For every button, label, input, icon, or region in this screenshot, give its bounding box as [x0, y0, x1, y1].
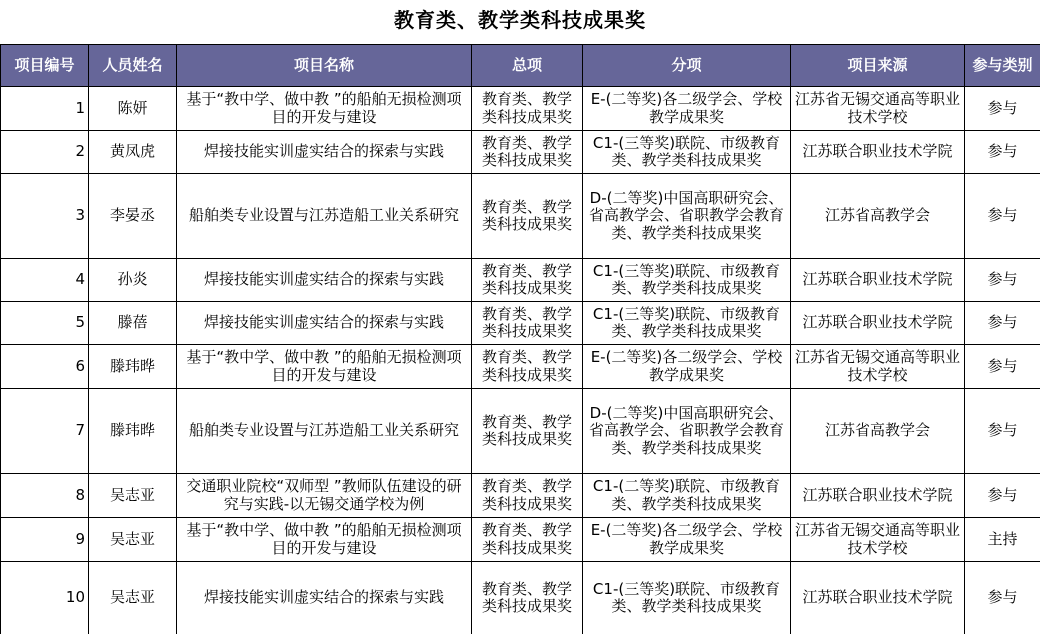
table-body	[1, 87, 1040, 634]
sub-category-cell: C1-(三等奖)联院、市级教育类、教学类科技成果奖	[583, 562, 791, 634]
sub-category-cell: D-(二等奖)中国高职研究会、省高教学会、省职教学会教育类、教学类科技成果奖	[583, 174, 791, 259]
project-source-cell: 江苏省高教学会	[791, 389, 965, 474]
main-category-cell: 教育类、教学类科技成果奖	[472, 174, 583, 259]
table-row	[1, 562, 1040, 634]
col-header-participation-type: 参与类别	[965, 45, 1040, 87]
col-header-main-category: 总项	[472, 45, 583, 87]
col-header-project-title: 项目名称	[177, 45, 472, 87]
table-row	[1, 302, 1040, 345]
project-title-cell: 交通职业院校“双师型 ”教师队伍建设的研究与实践-以无锡交通学校为例	[177, 474, 472, 518]
col-header-person-name: 人员姓名	[89, 45, 177, 87]
main-category-cell: 教育类、教学类科技成果奖	[472, 518, 583, 562]
participation-type-cell: 参与	[965, 345, 1040, 389]
project-source-cell: 江苏省无锡交通高等职业技术学校	[791, 345, 965, 389]
project-id-cell: 9	[1, 518, 89, 562]
table-row	[1, 345, 1040, 389]
table-row	[1, 474, 1040, 518]
project-title-cell: 焊接技能实训虚实结合的探索与实践	[177, 259, 472, 302]
col-header-project-source: 项目来源	[791, 45, 965, 87]
project-source-cell: 江苏联合职业技术学院	[791, 562, 965, 634]
project-id-cell: 6	[1, 345, 89, 389]
participation-type-cell: 参与	[965, 562, 1040, 634]
project-id-cell: 10	[1, 562, 89, 634]
participation-type-cell: 参与	[965, 174, 1040, 259]
project-source-cell: 江苏省无锡交通高等职业技术学校	[791, 518, 965, 562]
sub-category-cell: C1-(三等奖)联院、市级教育类、教学类科技成果奖	[583, 131, 791, 174]
person-name-cell: 滕玮晔	[89, 345, 177, 389]
page-title: 教育类、教学类科技成果奖	[394, 8, 646, 32]
participation-type-cell: 参与	[965, 302, 1040, 345]
project-source-cell: 江苏联合职业技术学院	[791, 131, 965, 174]
person-name-cell: 李晏丞	[89, 174, 177, 259]
main-category-cell: 教育类、教学类科技成果奖	[472, 345, 583, 389]
table-row	[1, 259, 1040, 302]
person-name-cell: 吴志亚	[89, 474, 177, 518]
main-category-cell: 教育类、教学类科技成果奖	[472, 259, 583, 302]
project-source-cell: 江苏省无锡交通高等职业技术学校	[791, 87, 965, 131]
table-row	[1, 174, 1040, 259]
participation-type-cell: 参与	[965, 474, 1040, 518]
project-source-cell: 江苏联合职业技术学院	[791, 474, 965, 518]
project-title-cell: 焊接技能实训虚实结合的探索与实践	[177, 131, 472, 174]
participation-type-cell: 主持	[965, 518, 1040, 562]
project-id-cell: 7	[1, 389, 89, 474]
main-category-cell: 教育类、教学类科技成果奖	[472, 562, 583, 634]
sub-category-cell: C1-(三等奖)联院、市级教育类、教学类科技成果奖	[583, 302, 791, 345]
participation-type-cell: 参与	[965, 259, 1040, 302]
table-row	[1, 518, 1040, 562]
sub-category-cell: E-(二等奖)各二级学会、学校教学成果奖	[583, 345, 791, 389]
project-id-cell: 8	[1, 474, 89, 518]
header-row	[1, 45, 1040, 87]
project-id-cell: 5	[1, 302, 89, 345]
col-header-sub-category: 分项	[583, 45, 791, 87]
project-source-cell: 江苏联合职业技术学院	[791, 302, 965, 345]
project-title-cell: 焊接技能实训虚实结合的探索与实践	[177, 562, 472, 634]
project-title-cell: 船舶类专业设置与江苏造船工业关系研究	[177, 389, 472, 474]
project-source-cell: 江苏联合职业技术学院	[791, 259, 965, 302]
project-title-cell: 基于“教中学、做中教 ”的船舶无损检测项目的开发与建设	[177, 518, 472, 562]
main-category-cell: 教育类、教学类科技成果奖	[472, 474, 583, 518]
project-title-cell: 船舶类专业设置与江苏造船工业关系研究	[177, 174, 472, 259]
project-id-cell: 2	[1, 131, 89, 174]
project-id-cell: 1	[1, 87, 89, 131]
person-name-cell: 吴志亚	[89, 562, 177, 634]
participation-type-cell: 参与	[965, 389, 1040, 474]
sub-category-cell: E-(二等奖)各二级学会、学校教学成果奖	[583, 87, 791, 131]
col-header-project-id: 项目编号	[1, 45, 89, 87]
main-category-cell: 教育类、教学类科技成果奖	[472, 87, 583, 131]
sub-category-cell: C1-(三等奖)联院、市级教育类、教学类科技成果奖	[583, 259, 791, 302]
participation-type-cell: 参与	[965, 131, 1040, 174]
person-name-cell: 黄凤虎	[89, 131, 177, 174]
project-id-cell: 4	[1, 259, 89, 302]
table-row	[1, 87, 1040, 131]
person-name-cell: 滕蓓	[89, 302, 177, 345]
main-category-cell: 教育类、教学类科技成果奖	[472, 302, 583, 345]
project-title-cell: 基于“教中学、做中教 ”的船舶无损检测项目的开发与建设	[177, 345, 472, 389]
project-title-cell: 基于“教中学、做中教 ”的船舶无损检测项目的开发与建设	[177, 87, 472, 131]
person-name-cell: 吴志亚	[89, 518, 177, 562]
table-row	[1, 389, 1040, 474]
person-name-cell: 滕玮晔	[89, 389, 177, 474]
main-category-cell: 教育类、教学类科技成果奖	[472, 389, 583, 474]
table-row	[1, 131, 1040, 174]
main-category-cell: 教育类、教学类科技成果奖	[472, 131, 583, 174]
person-name-cell: 孙炎	[89, 259, 177, 302]
project-id-cell: 3	[1, 174, 89, 259]
awards-table	[0, 44, 1040, 634]
sub-category-cell: C1-(二等奖)联院、市级教育类、教学类科技成果奖	[583, 474, 791, 518]
person-name-cell: 陈妍	[89, 87, 177, 131]
project-title-cell: 焊接技能实训虚实结合的探索与实践	[177, 302, 472, 345]
table-header	[1, 45, 1040, 87]
participation-type-cell: 参与	[965, 87, 1040, 131]
sub-category-cell: D-(二等奖)中国高职研究会、省高教学会、省职教学会教育类、教学类科技成果奖	[583, 389, 791, 474]
sub-category-cell: E-(二等奖)各二级学会、学校教学成果奖	[583, 518, 791, 562]
project-source-cell: 江苏省高教学会	[791, 174, 965, 259]
